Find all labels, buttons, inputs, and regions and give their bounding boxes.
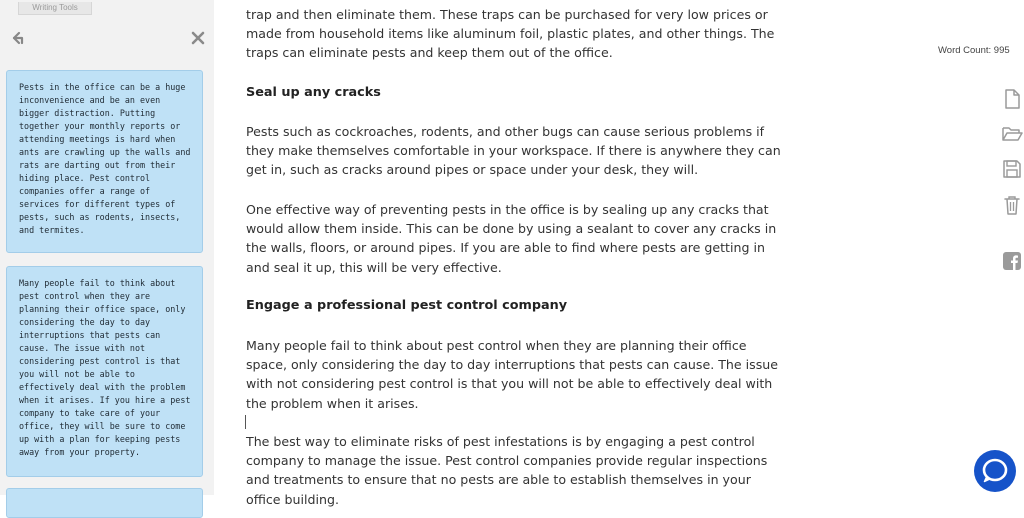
close-icon[interactable]	[190, 30, 206, 46]
suggestion-card[interactable]: Pests in the office can be a huge inconvenience and be an even bigger distraction. Putting together your monthly reports or attending meetings is hard when ants are crawling up the walls and rats are darting out from their hiding place. Pest control companies offer a range of services for different types of pests, such as rodents, insects, and termites.	[6, 70, 203, 253]
suggestion-card[interactable]	[6, 488, 203, 518]
chat-button[interactable]	[974, 450, 1016, 492]
facebook-icon[interactable]	[1001, 250, 1023, 272]
new-document-icon[interactable]	[1001, 88, 1023, 110]
save-icon[interactable]	[1001, 158, 1023, 180]
back-arrow-icon[interactable]	[10, 30, 26, 46]
paragraph: Pests such as cockroaches, rodents, and other bugs can cause serious problems if they make themselves comfortable in your workspace. If there is anywhere they can get in, such as cracks around pipes or space under your desk, they will.	[246, 124, 781, 178]
writing-tools-tab[interactable]: Writing Tools	[18, 2, 92, 15]
paragraph: Many people fail to think about pest control when they are planning their office space, only considering the day to day interruptions that pests can cause. The issue with not considering pest control is that you will not be able to effectively deal with the problem when it arises.	[246, 338, 779, 411]
section-heading: Engage a professional pest control company	[246, 298, 568, 313]
suggestion-card[interactable]: Many people fail to think about pest control when they are planning their office space, only considering the day to day interruptions that pests can cause. The issue with not considering pest control is that you will not be able to effectively deal with the problem when it arises. If you hire a pest company to take care of your office, they will be sure to come up with a plan for keeping pests away from your property.	[6, 266, 203, 477]
word-count: Word Count: 995	[938, 45, 1010, 56]
chat-bubble-icon	[974, 450, 1016, 492]
writing-tools-panel	[0, 0, 214, 495]
paragraph: One effective way of preventing pests in the office is by sealing up any cracks that would allow them inside. This can be done by using a sealant to cover any cracks in the walls, floors, or around pipes. If you are able to find where pests are getting in and seal it up, this will be very effective.	[246, 202, 777, 275]
paragraph: trap and then eliminate them. These traps can be purchased for very low prices or made from household items like aluminum foil, plastic plates, and other things. The traps can eliminate pests and keep them out of the office.	[246, 7, 775, 61]
open-folder-icon[interactable]	[1001, 122, 1023, 144]
trash-icon[interactable]	[1001, 194, 1023, 216]
paragraph: The best way to eliminate risks of pest infestations is by engaging a pest control company to manage the issue. Pest control companies provide regular inspections and treatments to ensure that no pests are able to establish themselves in your office building.	[246, 434, 768, 507]
section-heading: Seal up any cracks	[246, 85, 381, 100]
text-cursor	[245, 415, 246, 429]
